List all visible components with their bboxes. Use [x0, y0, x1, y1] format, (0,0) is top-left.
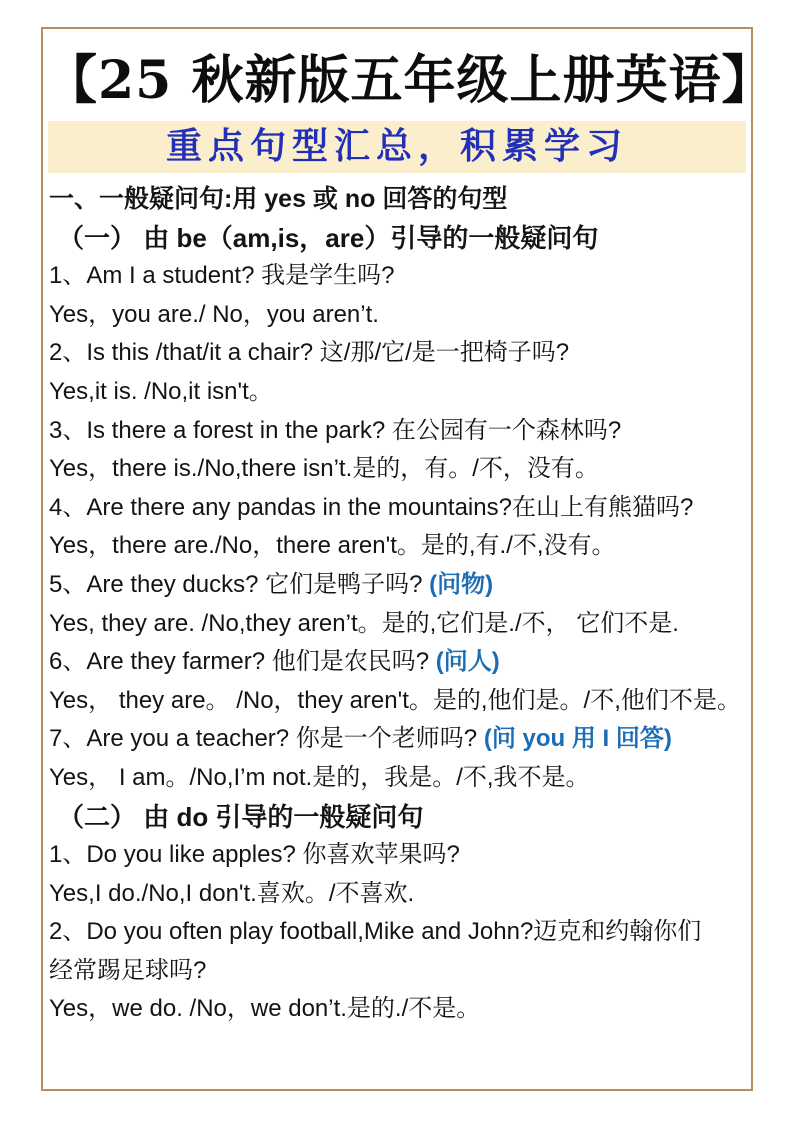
text-line: [49, 952, 747, 991]
text-segment: Yes，you are./ No，you aren’t.: [49, 300, 379, 328]
text-line: [49, 257, 747, 296]
annotation-segment: (问物): [429, 570, 494, 598]
text-line: [49, 759, 747, 798]
text-segment: Yes， I am。/No,I’m not.是的，我是。/不,我不是。: [49, 763, 590, 791]
text-line: [49, 566, 747, 605]
text-line: [49, 527, 747, 566]
text-segment: 4、Are there any pandas in the mountains?在山上有熊猫吗?: [49, 493, 694, 521]
text-line: [49, 913, 747, 952]
text-segment: 经常踢足球吗?: [49, 956, 207, 984]
document-subtitle: 重点句型汇总，积累学习: [165, 125, 628, 167]
text-segment: 2、Do you often play football,Mike and John?迈克和约翰你们: [49, 918, 702, 946]
text-line: [49, 334, 747, 373]
text-line: [49, 373, 747, 412]
text-segment: 3、Is there a forest in the park? 在公园有一个森林吗?: [49, 416, 622, 444]
text-line: [49, 180, 747, 219]
text-line: [49, 412, 747, 451]
text-line: [49, 605, 747, 644]
text-segment: （一） 由 be（am,is，are）引导的一般疑问句: [58, 222, 599, 253]
text-line: [49, 836, 747, 875]
text-segment: Yes，there is./No,there isn’t.是的，有。/不，没有。: [49, 455, 599, 483]
text-line: [49, 643, 747, 682]
text-segment: Yes，we do. /No，we don’t.是的./不是。: [49, 995, 481, 1023]
text-segment: Yes, they are. /No,they aren’t。是的,它们是./不， 它们不是.: [49, 609, 679, 637]
text-line: [49, 682, 747, 721]
text-segment: 1、Do you like apples? 你喜欢苹果吗?: [49, 841, 460, 869]
document-title: 【25 秋新版五年级上册英语】: [45, 50, 775, 111]
text-segment: （二） 由 do 引导的一般疑问句: [58, 801, 424, 832]
text-segment: 1、Am I a student? 我是学生吗?: [49, 262, 395, 290]
subtitle-banner: [48, 121, 746, 173]
text-line: [49, 798, 747, 837]
annotation-segment: (问 you 用 I 回答): [483, 725, 672, 753]
text-segment: Yes,I do./No,I don't.喜欢。/不喜欢.: [49, 879, 415, 907]
text-line: [49, 219, 747, 258]
text-segment: 7、Are you a teacher? 你是一个老师吗?: [49, 725, 484, 753]
text-line: [49, 489, 747, 528]
text-line: [49, 450, 747, 489]
text-line: [49, 990, 747, 1029]
text-segment: Yes， they are。 /No，they aren't。是的,他们是。/不,他们不是。: [49, 686, 741, 714]
text-line: [49, 296, 747, 335]
page-border-frame: [41, 27, 775, 1091]
text-segment: 6、Are they farmer? 他们是农民吗?: [49, 648, 436, 676]
text-segment: 一、一般疑问句:用 yes 或 no 回答的句型: [49, 185, 508, 213]
annotation-segment: (问人): [435, 648, 500, 676]
text-segment: 2、Is this /that/it a chair? 这/那/它/是一把椅子吗?: [49, 339, 570, 367]
document-body: [43, 173, 751, 1029]
text-line: [49, 720, 747, 759]
text-segment: Yes,it is. /No,it isn't。: [49, 377, 273, 405]
text-segment: Yes，there are./No，there aren't。是的,有./不,没有。: [49, 532, 616, 560]
text-segment: 5、Are they ducks? 它们是鸭子吗?: [49, 570, 430, 598]
text-line: [49, 875, 747, 914]
